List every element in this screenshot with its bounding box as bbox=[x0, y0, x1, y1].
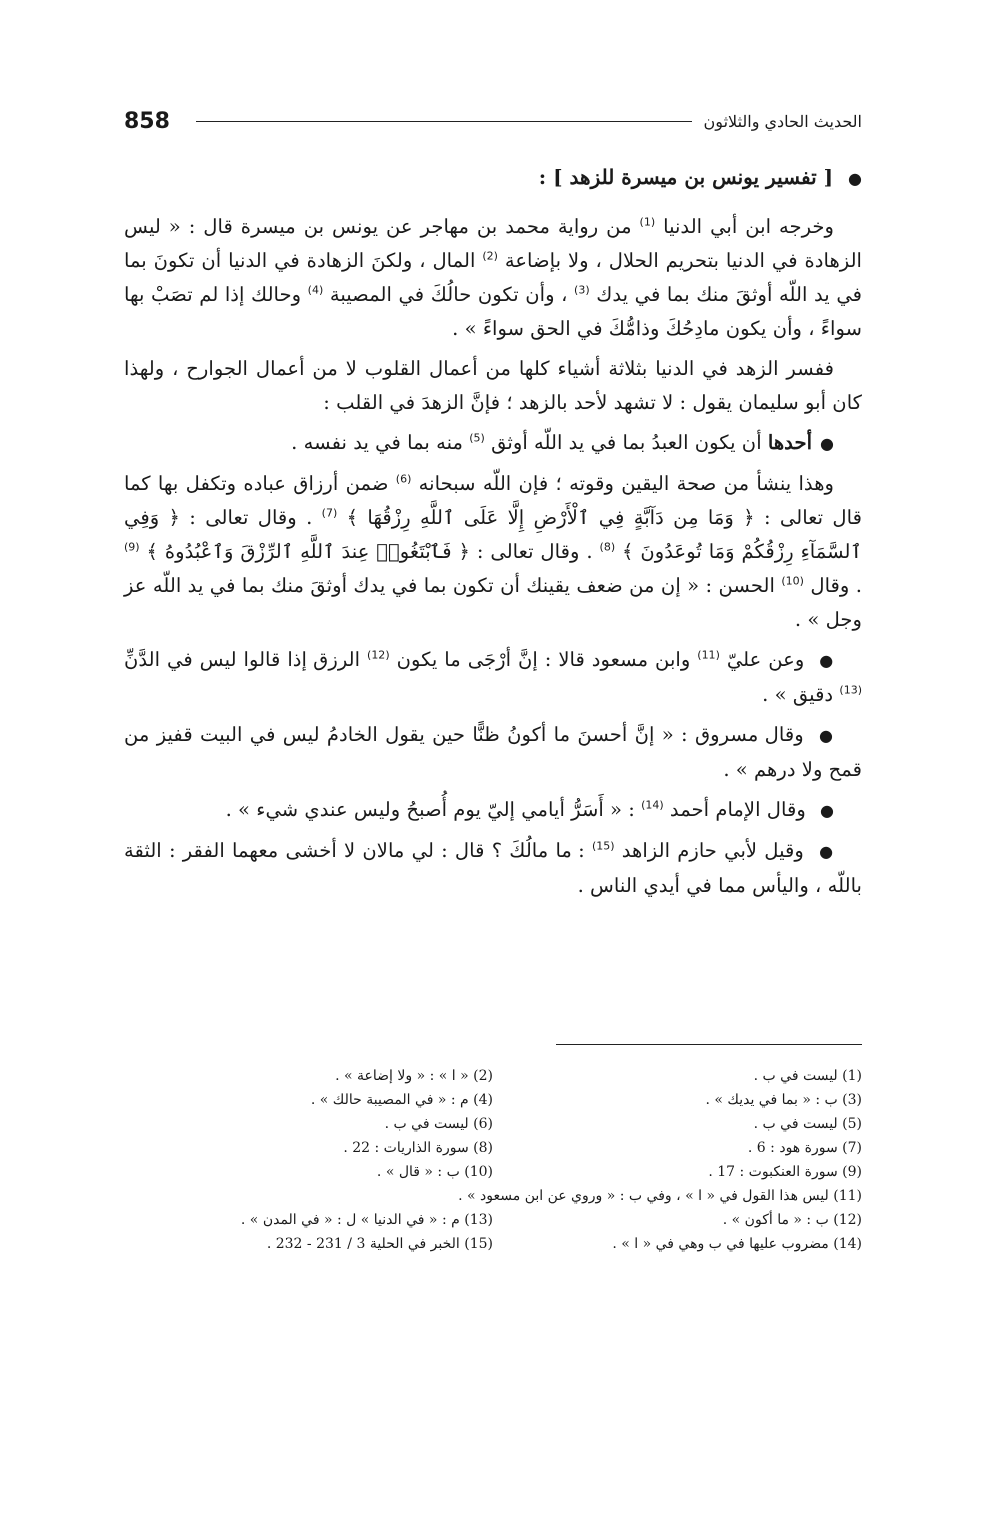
text-run: وابن مسعود قالا : إنَّ أرْجَى ما يكون bbox=[396, 648, 691, 671]
text-run: : ما مالُكَ ؟ قال : لي مالان لا أخشى معهما الفقر : الثقة باللّه ، واليأس مما في أيدي الناس . bbox=[124, 839, 862, 897]
footnote-ref: (15) bbox=[591, 839, 615, 853]
footnote-ref: (3) bbox=[574, 283, 590, 297]
text-run: ، وأن تكون حالُكَ في المصيبة bbox=[329, 283, 568, 306]
text-run: منه بما في يد نفسه . bbox=[291, 431, 463, 454]
main-text bbox=[124, 160, 862, 909]
text-run: . وقال تعالى : ﴿ فَٱبْتَغُوا۟ عِندَ ٱللَّهِ ٱلرِّزْقَ وَٱعْبُدُوهُ ﴾ bbox=[146, 540, 593, 563]
footnote-ref: (6) bbox=[395, 472, 412, 486]
footnote-row bbox=[124, 1088, 862, 1112]
footnote-ref: (1) bbox=[639, 215, 656, 229]
text-run: وعن عليّ bbox=[726, 648, 805, 671]
section-heading-text: [ تفسير يونس بن ميسرة للزهد ] : bbox=[538, 165, 834, 189]
footnote-ref: (8) bbox=[599, 540, 616, 554]
footnote-row bbox=[124, 1064, 862, 1088]
bullet-icon: ● bbox=[818, 726, 834, 745]
footnote-11: (11) ليس هذا القول في « ا » ، وفي ب : « وروي عن ابن مسعود » . bbox=[458, 1188, 862, 1204]
text-run: وقال الإمام أحمد bbox=[669, 798, 806, 821]
footnote-row bbox=[124, 1112, 862, 1136]
text-run: . وقال تعالى : ﴿ وَفِي ٱلسَّمَآءِ رِزْقُكُمْ وَمَا تُوعَدُونَ ﴾ bbox=[124, 506, 863, 563]
footnote-rule bbox=[556, 1044, 862, 1045]
footnote-8: (8) سورة الذاريات : 22 . bbox=[343, 1140, 493, 1156]
text-run: وهذا ينشأ من صحة اليقين وقوته ؛ فإن اللّه سبحانه bbox=[418, 472, 835, 495]
page-header bbox=[124, 104, 862, 138]
footnote-ref: (14) bbox=[641, 798, 664, 812]
footnote-row bbox=[124, 1184, 862, 1208]
footnote-14: (14) مضروب عليها في ب وهي في « ا » . bbox=[612, 1236, 862, 1252]
footnote-ref: (13) bbox=[839, 683, 862, 697]
footnote-10: (10) ب : « قال » . bbox=[376, 1164, 493, 1180]
footnote-row bbox=[124, 1208, 862, 1232]
text-run: ففسر الزهد في الدنيا بثلاثة أشياء كلها من أعمال القلوب لا من أعمال الجوارح ، ولهذا كان أبو سليمان يقول : لا تشهد لأحد بالزهد ؛ فإنَّ الزهدَ في القلب : bbox=[124, 357, 862, 414]
footnote-ref: (10) bbox=[781, 574, 804, 588]
text-run: أن يكون العبدُ بما في يد اللّه أوثق bbox=[491, 431, 762, 454]
text-run: : « أَسَرُّ أيامي إليّ يوم أُصبحُ وليس عندي شيء » . bbox=[225, 798, 635, 821]
footnote-ref: (11) bbox=[697, 648, 720, 662]
book-page bbox=[124, 104, 862, 1384]
paragraph-yunus-quote bbox=[124, 210, 862, 346]
footnote-1: (1) ليست في ب . bbox=[753, 1068, 862, 1084]
paragraph-abu-hazim bbox=[124, 834, 862, 903]
footnote-ref: (4) bbox=[307, 283, 324, 297]
footnote-9: (9) سورة العنكبوت : 17 . bbox=[708, 1164, 862, 1180]
paragraph-first-point bbox=[124, 426, 862, 461]
footnote-7: (7) سورة هود : 6 . bbox=[747, 1140, 862, 1156]
footnotes bbox=[124, 1064, 862, 1256]
header-rule bbox=[196, 121, 692, 122]
text-run: ضمن أرزاق عباده وتكفل بها كما قال تعالى : ﴿ وَمَا مِن دَآبَّةٍ فِي ٱلْأَرْضِ إِلَّا عَلَى ٱللَّهِ رِزْقُهَا ﴾ bbox=[124, 472, 862, 529]
text-run: الحسن : « إن من ضعف يقينك أن تكون بما في يدك أوثقَ منك بما في يد اللّه عز وجل » . bbox=[124, 574, 862, 631]
text-run: وقيل لأبي حازم الزاهد bbox=[621, 839, 804, 862]
footnote-row bbox=[124, 1160, 862, 1184]
section-heading bbox=[124, 160, 862, 196]
text-run: . وقال bbox=[810, 574, 862, 597]
footnote-4: (4) م : « في المصيبة حالك » . bbox=[310, 1092, 493, 1108]
running-title: الحديث الحادي والثلاثون bbox=[703, 111, 862, 131]
text-run: وحالك إذا لم تصَبْ بها سواءً ، وأن يكون مادِحُكَ وذامُّكَ في الحق سواءً » . bbox=[124, 283, 862, 340]
footnote-ref: (12) bbox=[367, 648, 390, 662]
bullet-icon: ● bbox=[820, 434, 834, 453]
text-run: وخرجه ابن أبي الدنيا bbox=[663, 215, 835, 238]
footnote-row bbox=[124, 1232, 862, 1256]
footnote-ref: (7) bbox=[321, 506, 338, 520]
page-number: 858 bbox=[124, 108, 170, 134]
bullet-icon: ● bbox=[820, 801, 834, 820]
footnote-5: (5) ليست في ب . bbox=[753, 1116, 862, 1132]
footnote-3: (3) ب : « بما في يديك » . bbox=[705, 1092, 862, 1108]
footnote-2: (2) « ا » : « ولا إضاعة » . bbox=[335, 1068, 493, 1084]
footnote-ref: (5) bbox=[469, 431, 485, 445]
footnote-ref: (9) bbox=[124, 540, 140, 554]
footnote-row bbox=[124, 1136, 862, 1160]
bullet-icon: ● bbox=[848, 169, 862, 188]
footnote-12: (12) ب : « ما أكون » . bbox=[722, 1212, 862, 1228]
text-run: وقال مسروق : « إنَّ أحسنَ ما أكونُ ظنًّا حين يقول الخادمُ ليس في البيت قفيز من قمح ولا درهم » . bbox=[124, 723, 862, 781]
text-run: المال ، ولكنَ الزهادة في الدنيا أن تكونَ بما في يد اللّه أوثقَ منك بما في يدك bbox=[124, 249, 863, 306]
footnote-13: (13) م : « في الدنيا » ل : « في المدن » . bbox=[240, 1212, 493, 1228]
text-run: من رواية محمد بن مهاجر عن يونس بن ميسرة قال : « ليس الزهادة في الدنيا بتحريم الحلال ، ولا بإضاعة bbox=[124, 215, 863, 272]
footnote-15: (15) الخبر في الحلية 3 / 231 - 232 . bbox=[266, 1236, 493, 1252]
paragraph-certainty bbox=[124, 467, 862, 637]
text-run: الرزق إذا قالوا ليس في الدَّنِّ bbox=[124, 648, 361, 671]
text-run: دقيق » . bbox=[762, 683, 834, 706]
paragraph-explanation bbox=[124, 352, 862, 420]
bullet-icon: ● bbox=[819, 651, 834, 670]
paragraph-ahmad bbox=[124, 793, 862, 828]
footnote-6: (6) ليست في ب . bbox=[384, 1116, 493, 1132]
bullet-icon: ● bbox=[819, 842, 834, 861]
paragraph-ali bbox=[124, 643, 862, 712]
footnote-ref: (2) bbox=[482, 249, 498, 263]
bold-term: أحدها bbox=[767, 431, 813, 454]
paragraph-masruq bbox=[124, 718, 862, 787]
